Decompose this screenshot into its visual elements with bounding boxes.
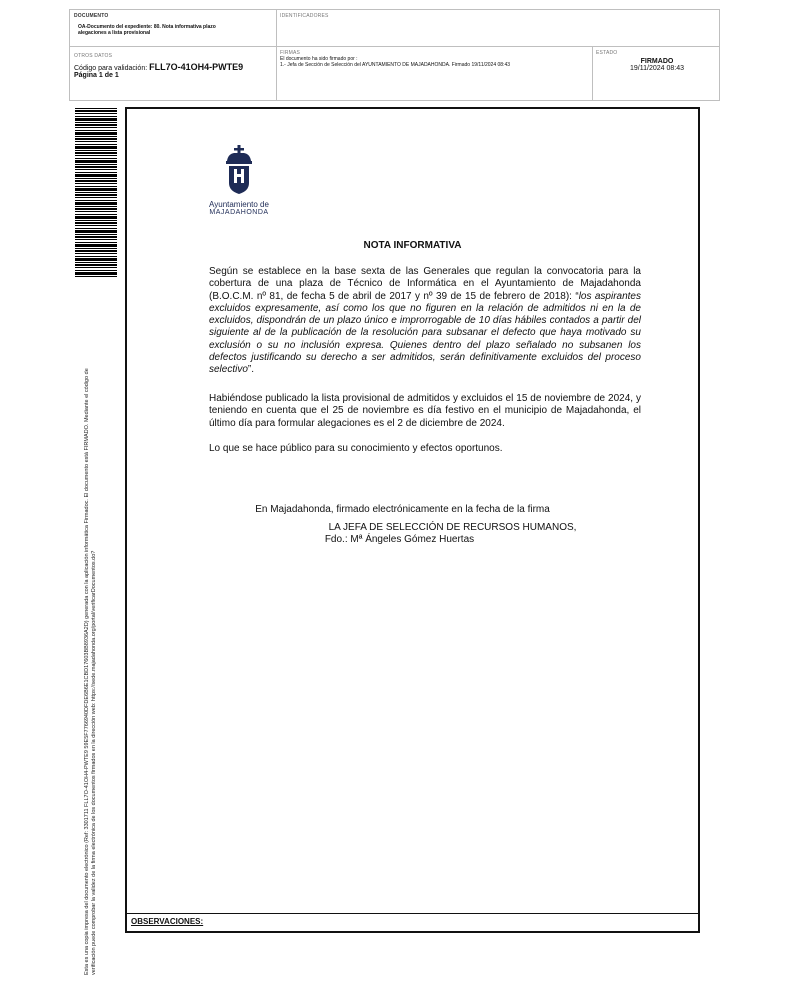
estado-date: 19/11/2024 08:43 [630,65,684,72]
firmas-cell [280,50,588,68]
validation-code-value: FLL7O-41OH4-PWTE9 [149,62,244,72]
paragraph-1-end: ”. [247,364,255,376]
identificadores-label: IDENTIFICADORES [280,13,329,19]
documento-text: OA-Documento del expediente: 80. Nota informativa plazo alegaciones a lista provisional [78,24,216,36]
divider [70,46,719,47]
signature-role: LA JEFA DE SELECCIÓN DE RECURSOS HUMANOS, [328,522,577,533]
barcode-image [75,108,117,278]
estado-cell [596,50,718,72]
document-body [125,107,700,933]
side-text-line-2: verificación puede comprobar la validez de la firma electrónica de los documentos firmados en la dirección web: https://sede.majadahonda.org/portal/verificarDocumentos.do? [91,550,97,975]
signature-name: Fdo.: Mª Ángeles Gómez Huertas [324,534,475,545]
otros-datos-cell [74,53,272,79]
estado-label: ESTADO [596,50,618,56]
side-text-line-1: Esta es una copia impresa del documento electrónico (Ref: 3301711 FLL7O-41OH4-PWTE9 59E5F7766940DFDE6B6E1CBD17603BB8936A2D) generada con la aplicación informática Firmadoc. El documento está FIRMADO. Mediante el código de [84,368,90,975]
signature-place: En Majadahonda, firmado electrónicamente en la fecha de la firma [255,504,550,515]
logo-line-1: Ayuntamiento de [209,200,269,209]
identificadores-cell [280,13,329,19]
divider [276,10,277,100]
page-count: Página 1 de 1 [74,72,119,79]
otros-datos-label: OTROS DATOS [74,53,113,59]
divider [592,46,593,100]
documento-label: DOCUMENTO [74,13,109,19]
page-title: NOTA INFORMATIVA [363,240,462,251]
estado-value: FIRMADO [640,58,674,65]
observaciones-label: OBSERVACIONES: [127,913,698,931]
side-verification-text [84,295,98,975]
coat-of-arms-icon [222,145,256,195]
validation-code-label: Código para validación: [74,65,148,72]
municipal-logo [207,145,271,216]
firmas-label: FIRMAS [280,50,301,56]
paragraph-2: Habiéndose publicado la lista provisional de admitidos y excluidos el 15 de noviembre de 2024, y teniendo en cuenta que el 25 de noviembre es día festivo en el municipio de Majadahonda, el último día para formular alegaciones es el 2 de diciembre de 2024. [209,393,641,429]
firmas-intro: El documento ha sido firmado por : [280,56,358,62]
paragraph-1-quote: los aspirantes excluidos expresamente, así como los que no figuren en la relación de admitidos ni en la de excluidos, dispondrán de un plazo único e improrrogable de 10 días hábiles contados a partir del siguiente al de la publicación de la resolución para subsanar el defecto que haya motivado su exclusión o su no inclusión expresa. Quienes dentro del plazo señalado no subsanen los defectos justificando su derecho a ser admitidos, serán definitivamente excluidos del proceso selectivo [209,290,641,376]
paragraph-1 [209,266,641,377]
logo-line-2: MAJADAHONDA [209,209,269,216]
document-header [69,9,720,101]
documento-cell [74,13,272,36]
validation-code-row [74,62,272,72]
firmas-line: 1.- Jefa de Sección de Selección del AYUNTAMIENTO DE MAJADAHONDA. Firmado 19/11/2024 08:43 [280,62,511,68]
paragraph-3: Lo que se hace público para su conocimiento y efectos oportunos. [209,443,503,454]
paragraph-1-text: Según se establece en la base sexta de las Generales que regulan la convocatoria para la cobertura de una plaza de Técnico de Informática en el Ayuntamiento de Majadahonda (B.O.C.M. nº 81, de fecha 5 de abril de 2017 y nº 39 de 15 de febrero de 2018): “ [209,266,641,302]
